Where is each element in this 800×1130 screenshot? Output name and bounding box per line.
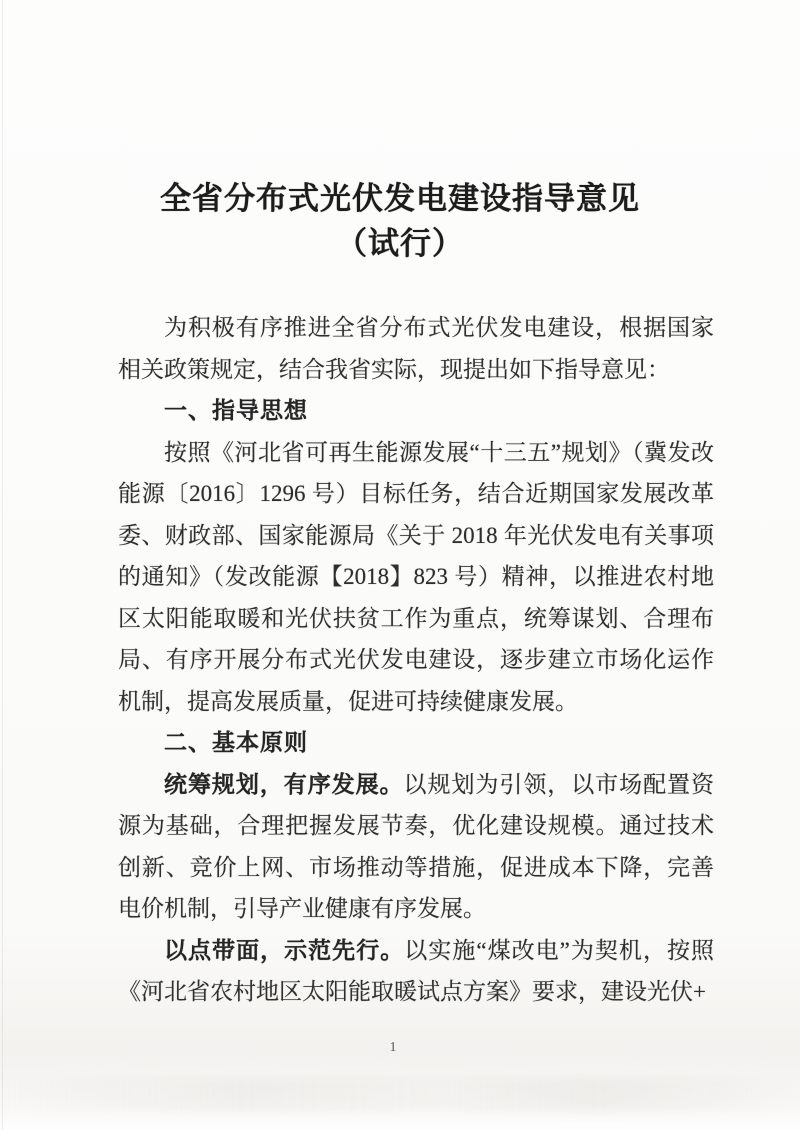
bold-text-run: 二、基本原则 [164,729,308,755]
text-run: 以规划为引领，以市场配置资源为基础，合理把握发展节奏，优化建设规模。通过技术创新、竞价上网、市场推动等措施，促进成本下降，完善电价机制，引导产业健康有序发展。 [118,771,715,921]
section-heading [118,722,714,764]
text-run: 为积极有序推进全省分布式光伏发电建设，根据国家相关政策规定，结合我省实际，现提出如下指导意见： [118,315,714,382]
document-body [118,307,714,1013]
bold-text-run: 以点带面，示范先行。 [164,936,405,963]
scan-edge-line [2,0,3,1130]
page-number: 1 [389,1040,397,1055]
paragraph [118,432,714,723]
title-line-1: 全省分布式光伏发电建设指导意见 [160,181,640,216]
section-heading [118,390,714,432]
scan-bottom-shadow [0,1078,800,1112]
text-run: 按照《河北省可再生能源发展“十三五”规划》（冀发改能源〔2016〕1296 号）目标任务，结合近期国家发展改革委、财政部、国家能源局《关于 2018 年光伏发电有关事项的通知》（发改能源【2018】823 号）精神，以推进农村地区太阳能取暖和光伏扶贫工作为重点，统筹谋划、合理布局、有序开展分布式光伏发电建设，逐步建立市场化运作机制，提高发展质量，促进可持续健康发展。 [118,439,714,714]
text-run: 以实施“煤改电”为契机，按照《河北省农村地区太阳能取暖试点方案》要求，建设光伏+ [118,937,715,1004]
bold-text-run: 统筹规划，有序发展。 [164,770,404,797]
title-line-2: （试行） [336,226,464,261]
paragraph [118,930,714,1013]
paragraph [118,764,714,930]
bold-text-run: 一、指导思想 [164,397,308,423]
paragraph [118,307,714,390]
document-title [0,176,800,266]
